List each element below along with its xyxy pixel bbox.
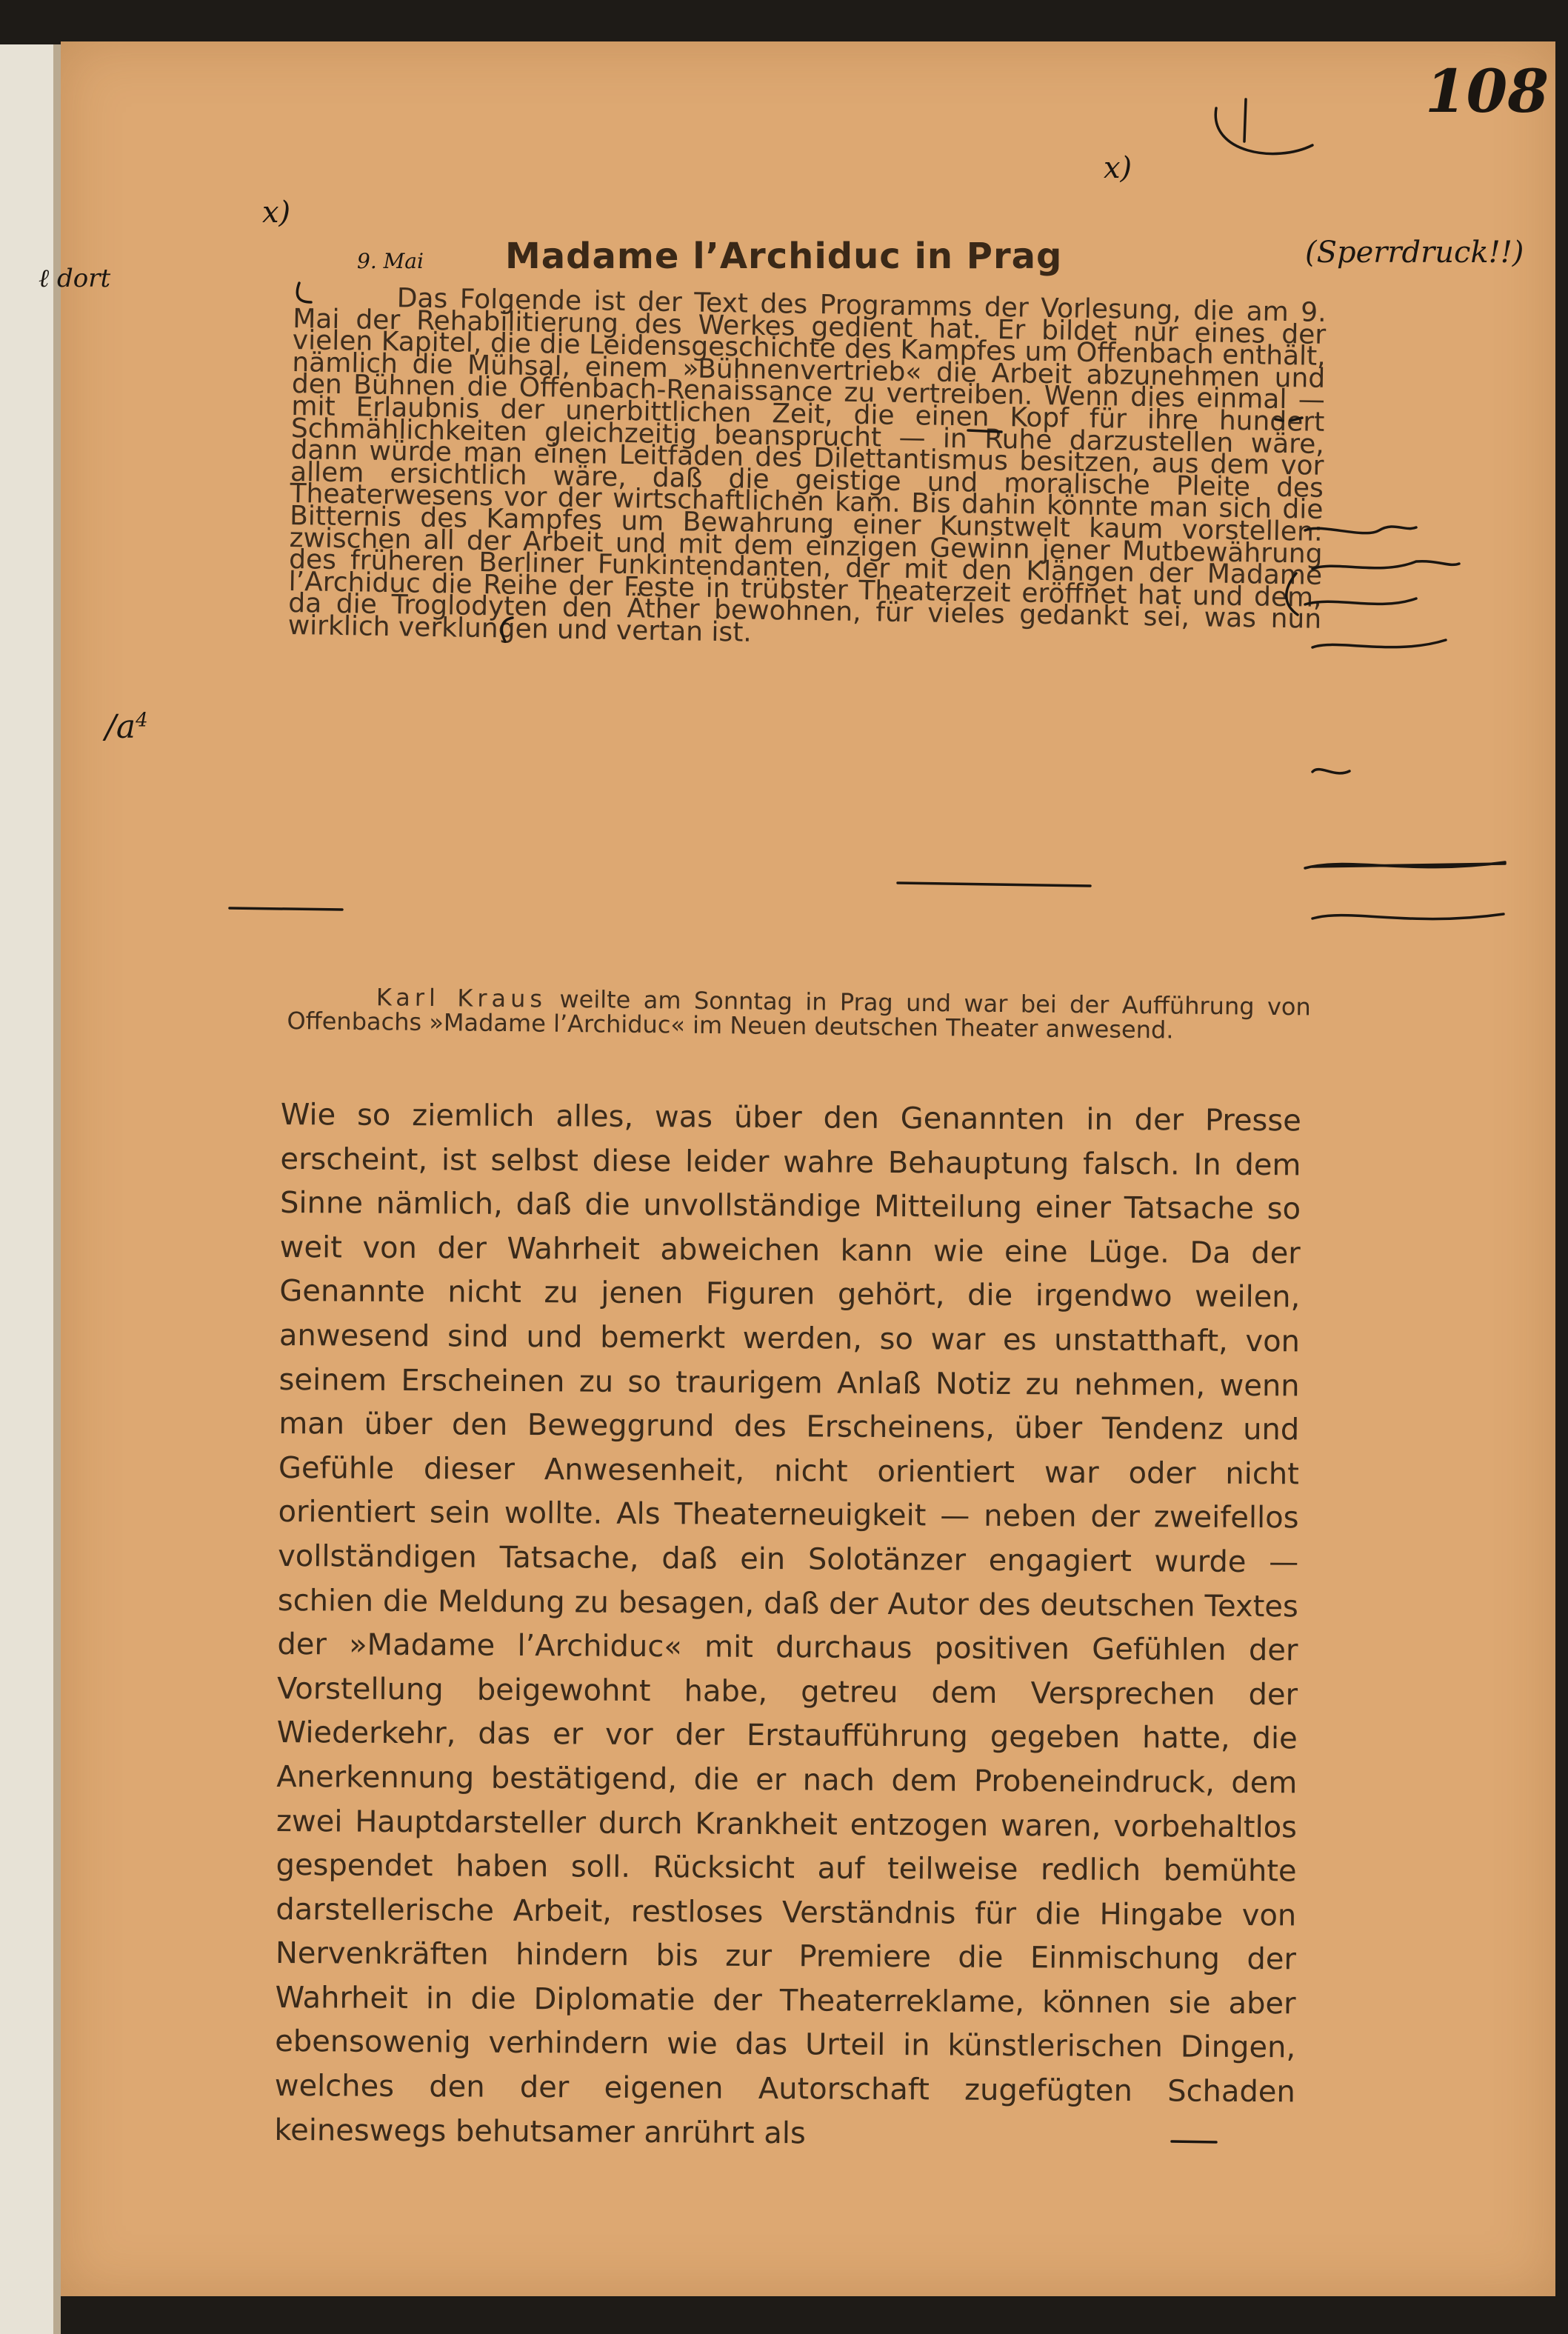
handwriting-strokes <box>61 41 1555 2296</box>
strikethrough-als <box>1172 2141 1216 2142</box>
margin-scribble-6 <box>1312 914 1504 919</box>
margin-scribble-2 <box>1312 561 1459 569</box>
handwritten-mark-left: x) <box>262 196 291 230</box>
margin-scribble-3 <box>1305 598 1416 604</box>
margin-mark-dr <box>1275 418 1302 421</box>
margin-bracket-mid <box>1287 573 1298 615</box>
margin-note-left-mid-sup: 4 <box>136 709 148 732</box>
handwritten-page-number: 108 <box>1425 56 1549 126</box>
adjacent-page-edge <box>0 44 59 2334</box>
intro-paragraph: Das Folgende ist der Text des Programms der Vorlesung, die am 9. Mai der Rehabilitierung des Werkes gedient hat. Er bildet nur eines der vielen Kapitel, die die Leidensgeschichte des Kampfes um Offenbach enthält, nämlich die Mühsal, einem »Bühnenvertrieb« die Arbeit abzunehmen und den Bühnen die Offenbach-Renaissance zu vertreiben. Wenn dies einmal — mit Erlaubnis der unerbittlichen Zeit, die einen Kopf für ihre hundert Schmählichkeiten gleichzeitig beansprucht — in Ruhe darzustellen wäre, dann würde man einen Leitfaden des Dilettantismus besitzen, aus dem vor allem ersichtlich wäre, daß die geistige und moralische Pleite des Theaterwesens vor der wirtschaftlichen kam. Bis dahin könnte man sich die Bitternis des Kampfes um Bewahrung einer Kunstwelt kaum vorstellen: zwischen all der Arbeit und mit dem einzigen Gewinn jener Mutbewährung des früheren Berliner Funkintendanten, der mit den Klängen der Madame l’Archiduc die Reihe der Feste in trübster Theaterzeit eröffnet hat und dem, da die Troglodyten den Äther bewohnen, für vieles gedankt sei, was nun wirklich verklungen und vertan ist. <box>287 283 1327 648</box>
notice-name: Karl Kraus <box>376 983 547 1013</box>
article-title: Madame l’Archiduc in Prag <box>505 236 1063 277</box>
document-page <box>39 41 1555 2296</box>
strikethrough-bewohnen <box>230 908 342 910</box>
margin-note-left-top: ℓ dort <box>39 264 111 293</box>
page-binding-shadow <box>53 44 61 2334</box>
strikethrough-die <box>968 430 1001 432</box>
scribble-circle-top-stroke <box>1244 99 1246 141</box>
insertion-caret-aus <box>501 618 513 641</box>
margin-scribble-4 <box>1312 640 1446 647</box>
margin-note-left-mid-text: /a <box>105 708 136 746</box>
margin-note-right-top: (Sperrdruck!!) <box>1305 236 1524 270</box>
strikethrough-troglodyten <box>898 883 1090 886</box>
margin-mark-sie <box>1312 770 1350 773</box>
handwritten-mark-right: x) <box>1104 151 1132 185</box>
main-paragraph: Wie so ziemlich alles, was über den Genannten in der Presse erscheint, ist selbst diese leider wahre Behauptung falsch. In dem Sinne nämlich, daß die unvollständige Mitteilung einer Tatsache so weit von der Wahrheit abweichen kann wie eine Lüge. Da der Genannte nicht zu jenen Figuren gehört, die irgendwo weilen, anwesend sind und bemerkt werden, so war es unstatthaft, von seinem Erscheinen zu so traurigem Anlaß Notiz zu nehmen, wenn man über den Beweggrund des Erscheinens, über Tendenz und Gefühle dieser Anwesenheit, nicht orientiert war oder nicht orientiert sein wollte. Als Theaterneuigkeit — neben der zweifellos vollständigen Tatsache, daß ein Solotänzer engagiert wurde — schien die Meldung zu besagen, daß der Autor des deutschen Textes der »Madame l’Archiduc« mit durchaus positiven Gefühlen der Vorstellung beigewohnt habe, getreu dem Versprechen der Wiederkehr, das er vor der Erstaufführung gegeben hatte, die Anerkennung bestätigend, die er nach dem Probeneindruck, dem zwei Hauptdarsteller durch Krankheit entzogen waren, vorbehaltlos gespendet haben soll. Rücksicht auf teilweise redlich bemühte darstellerische Arbeit, restloses Verständnis für die Hingabe von Nervenkräften hindern bis zur Premiere die Einmischung der Wahrheit in die Diplomatie der Theaterreklame, können sie aber ebensowenig verhindern wie das Urteil in künstlerischen Dingen, welches den der eigenen Autorschaft zugefügten Schaden keineswegs behutsamer anrührt als <box>274 1097 1301 2151</box>
insertion-caret-date <box>297 283 311 302</box>
notice-text: weilte am Sonntag in Prag und war bei der Aufführung von Offenbachs »Madame l’Archiduc« im Neuen deutschen Theater anwesend. <box>287 984 1311 1044</box>
scribble-circle-top <box>1215 108 1312 154</box>
margin-scribble-1 <box>1305 527 1416 533</box>
handwritten-inserted-date: 9. Mai <box>357 249 424 273</box>
